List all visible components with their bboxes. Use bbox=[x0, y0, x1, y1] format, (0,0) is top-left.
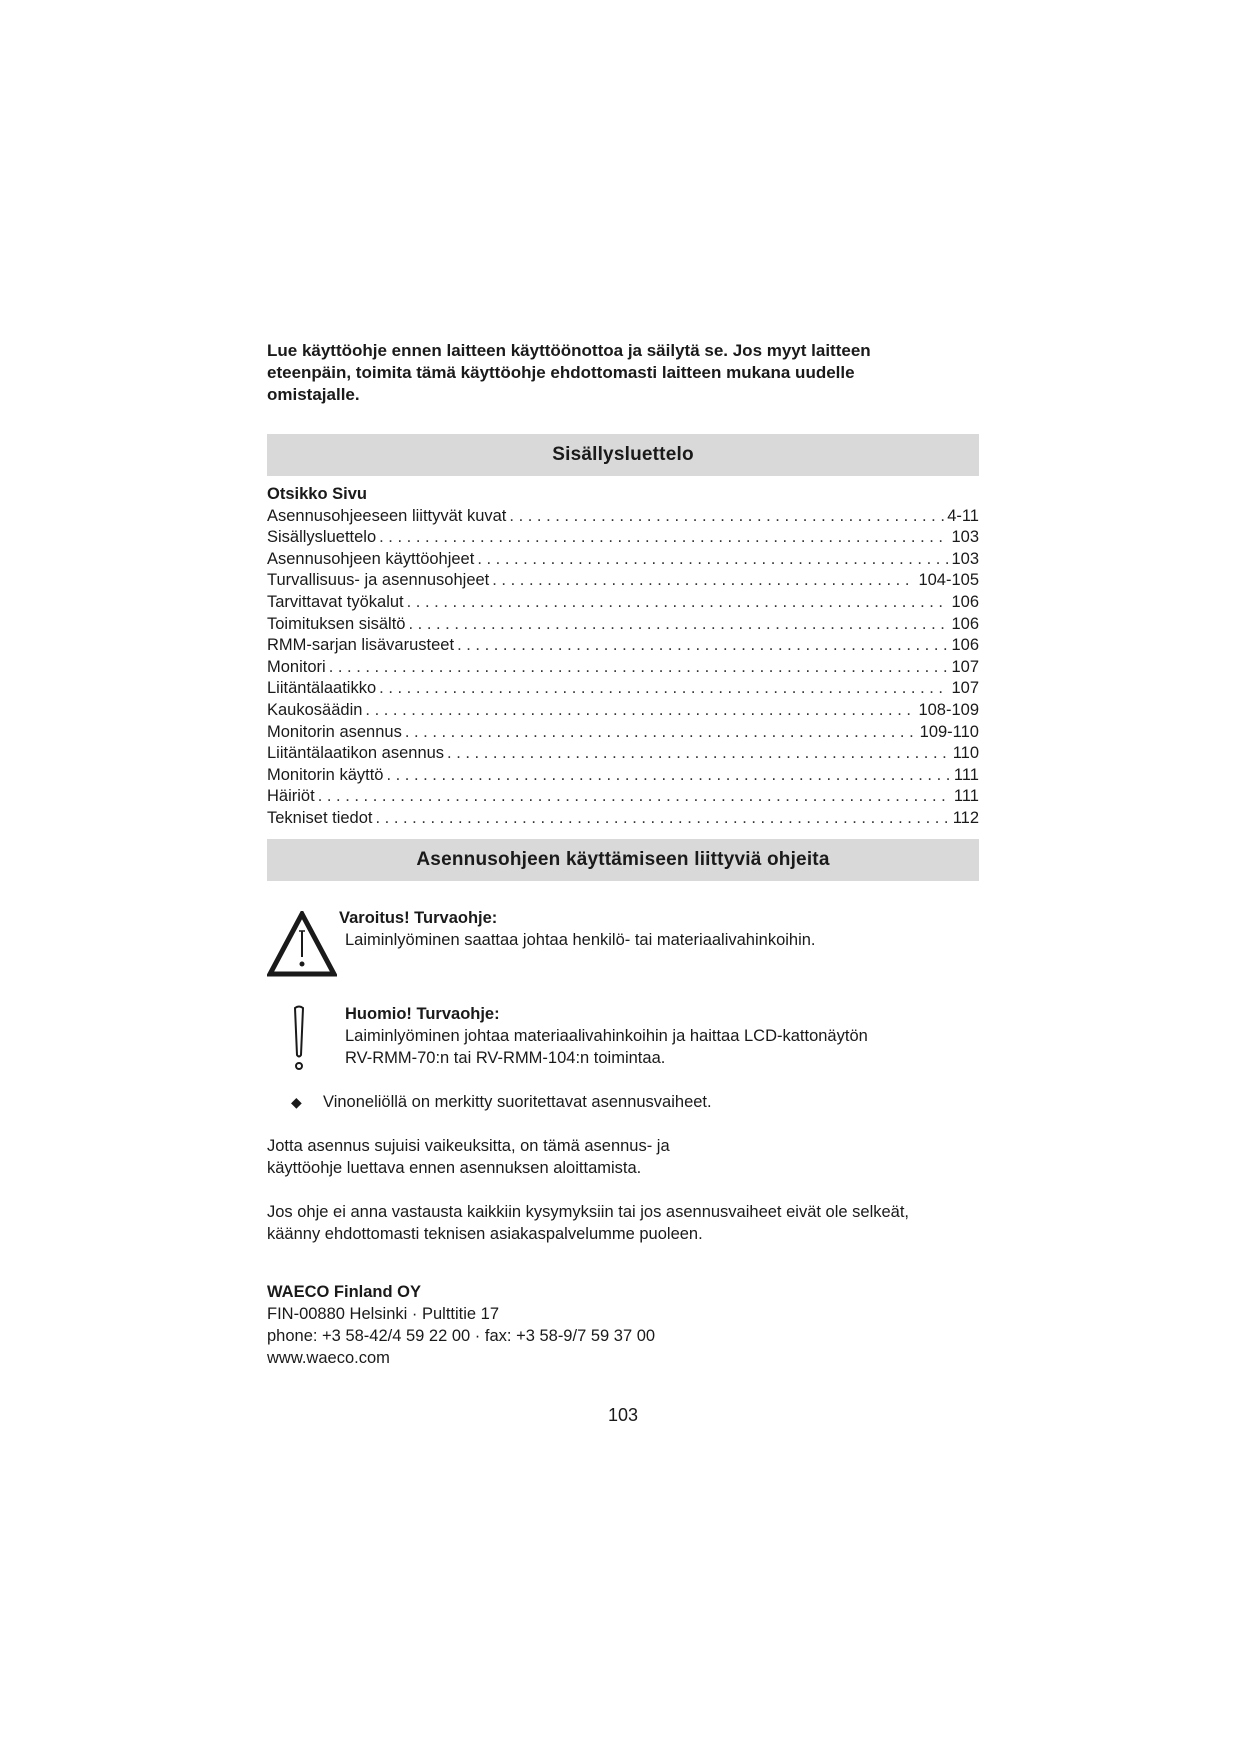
warning-text-block bbox=[339, 907, 816, 951]
toc-entry-page: 110 bbox=[952, 744, 979, 763]
paragraph-line: Jotta asennus sujuisi vaikeuksitta, on tämä asennus- ja bbox=[267, 1136, 670, 1155]
toc-entry-label: Tarvittavat työkalut bbox=[267, 592, 404, 611]
intro-line: omistajalle. bbox=[267, 385, 360, 404]
toc-entry-label: Monitorin käyttö bbox=[267, 765, 384, 784]
toc-entry-page: 108-109 bbox=[918, 700, 979, 719]
toc-entry bbox=[267, 506, 979, 528]
toc-entry-label: Toimituksen sisältö bbox=[267, 614, 406, 633]
toc-leader-dots bbox=[447, 743, 950, 765]
toc-title-bar: Sisällysluettelo bbox=[267, 434, 979, 476]
warning-title: Varoitus! Turvaohje: bbox=[339, 908, 498, 927]
toc-entry-page: 103 bbox=[951, 528, 979, 547]
toc-entry-page: 106 bbox=[951, 614, 979, 633]
toc-entry bbox=[267, 657, 979, 679]
toc-entry bbox=[267, 700, 979, 722]
toc-entry bbox=[267, 614, 979, 636]
warning-triangle-icon bbox=[267, 911, 337, 977]
toc-entry-label: Monitori bbox=[267, 657, 326, 676]
toc-leader-dots bbox=[407, 592, 949, 614]
toc-entry-label: RMM-sarjan lisävarusteet bbox=[267, 636, 455, 655]
toc-entry bbox=[267, 635, 979, 657]
toc-leader-dots bbox=[318, 786, 951, 808]
note-text-block bbox=[345, 1003, 868, 1069]
toc-entry bbox=[267, 765, 979, 787]
toc-entry-label: Liitäntälaatikko bbox=[267, 679, 377, 698]
toc-header: Otsikko Sivu bbox=[267, 485, 367, 503]
toc-leader-dots bbox=[408, 614, 948, 636]
toc-leader-dots bbox=[379, 678, 948, 700]
toc-leader-dots bbox=[405, 722, 917, 744]
toc-entry bbox=[267, 678, 979, 700]
toc-entry-page: 111 bbox=[953, 765, 979, 784]
toc-leader-dots bbox=[509, 506, 944, 528]
note-title: Huomio! Turvaohje: bbox=[345, 1004, 500, 1023]
toc-entry bbox=[267, 786, 979, 808]
toc-entry-page: 107 bbox=[951, 657, 979, 676]
toc-entry-page: 107 bbox=[951, 679, 979, 698]
note-text-line: RV-RMM-70:n tai RV-RMM-104:n toimintaa. bbox=[345, 1048, 666, 1067]
toc-entry bbox=[267, 808, 979, 830]
toc-entry-page: 106 bbox=[951, 636, 979, 655]
warning-text: Laiminlyöminen saattaa johtaa henkilö- tai materiaalivahinkoihin. bbox=[345, 930, 816, 949]
paragraph-line: käyttöohje luettava ennen asennuksen aloittamista. bbox=[267, 1158, 642, 1177]
instructions-title-bar: Asennusohjeen käyttämiseen liittyviä ohjeita bbox=[267, 839, 979, 881]
toc-entry-page: 109-110 bbox=[919, 722, 979, 741]
toc-leader-dots bbox=[379, 527, 948, 549]
paragraph-line: käänny ehdottomasti teknisen asiakaspalvelumme puoleen. bbox=[267, 1224, 703, 1243]
company-name: WAECO Finland OY bbox=[267, 1282, 422, 1301]
note-notice bbox=[267, 1003, 979, 1077]
toc-leader-dots bbox=[375, 808, 949, 830]
toc-leader-dots bbox=[329, 657, 949, 679]
toc-entry bbox=[267, 592, 979, 614]
toc-entry bbox=[267, 743, 979, 765]
document-page bbox=[267, 340, 979, 1426]
toc-entry bbox=[267, 570, 979, 592]
contact-block bbox=[267, 1281, 979, 1369]
toc-list bbox=[267, 506, 979, 830]
toc-entry-label: Liitäntälaatikon asennus bbox=[267, 744, 445, 763]
toc-leader-dots bbox=[477, 549, 948, 571]
company-website[interactable]: www.waeco.com bbox=[267, 1348, 390, 1367]
toc-entry-page: 104-105 bbox=[918, 571, 979, 590]
diamond-bullet-icon: ◆ bbox=[291, 1093, 302, 1110]
toc-entry-label: Asennusohjeen käyttöohjeet bbox=[267, 549, 475, 568]
paragraph-line: Jos ohje ei anna vastausta kaikkiin kysymyksiin tai jos asennusvaiheet eivät ole selkeät, bbox=[267, 1202, 910, 1221]
intro-line: eteenpäin, toimita tämä käyttöohje ehdottomasti laitteen mukana uudelle bbox=[267, 363, 855, 382]
toc-entry bbox=[267, 527, 979, 549]
toc-leader-dots bbox=[457, 635, 948, 657]
toc-entry-page: 103 bbox=[951, 549, 979, 568]
company-address: FIN-00880 Helsinki · Pulttitie 17 bbox=[267, 1304, 500, 1323]
intro-line: Lue käyttöohje ennen laitteen käyttöönottoa ja säilytä se. Jos myyt laitteen bbox=[267, 341, 871, 360]
toc-entry bbox=[267, 549, 979, 571]
toc-entry-label: Sisällysluettelo bbox=[267, 528, 377, 547]
toc-entry-label: Monitorin asennus bbox=[267, 722, 402, 741]
toc-entry-label: Häiriöt bbox=[267, 787, 315, 806]
toc-leader-dots bbox=[386, 765, 950, 787]
toc-entry-page: 4-11 bbox=[947, 506, 979, 525]
table-of-contents bbox=[267, 484, 979, 830]
toc-entry-label: Kaukosäädin bbox=[267, 700, 363, 719]
toc-leader-dots bbox=[365, 700, 915, 722]
toc-entry-label: Tekniset tiedot bbox=[267, 808, 373, 827]
paragraph bbox=[267, 1201, 979, 1245]
toc-entry-label: Asennusohjeeseen liittyvät kuvat bbox=[267, 506, 507, 525]
toc-leader-dots bbox=[492, 570, 915, 592]
warning-notice bbox=[267, 907, 979, 977]
company-phone: phone: +3 58-42/4 59 22 00 · fax: +3 58-9/7 59 37 00 bbox=[267, 1326, 656, 1345]
toc-entry bbox=[267, 722, 979, 744]
note-text-line: Laiminlyöminen johtaa materiaalivahinkoihin ja haittaa LCD-kattonäytön bbox=[345, 1026, 868, 1045]
bullet-text: Vinoneliöllä on merkitty suoritettavat asennusvaiheet. bbox=[323, 1092, 712, 1111]
toc-entry-page: 106 bbox=[951, 592, 979, 611]
intro-notice bbox=[267, 340, 979, 406]
toc-entry-page: 111 bbox=[953, 787, 979, 806]
toc-entry-label: Turvallisuus- ja asennusohjeet bbox=[267, 571, 490, 590]
exclamation-icon bbox=[289, 1005, 309, 1073]
page-number: 103 bbox=[607, 1404, 639, 1425]
toc-entry-page: 112 bbox=[952, 808, 979, 827]
paragraph bbox=[267, 1135, 979, 1179]
step-marker-legend bbox=[267, 1091, 979, 1113]
